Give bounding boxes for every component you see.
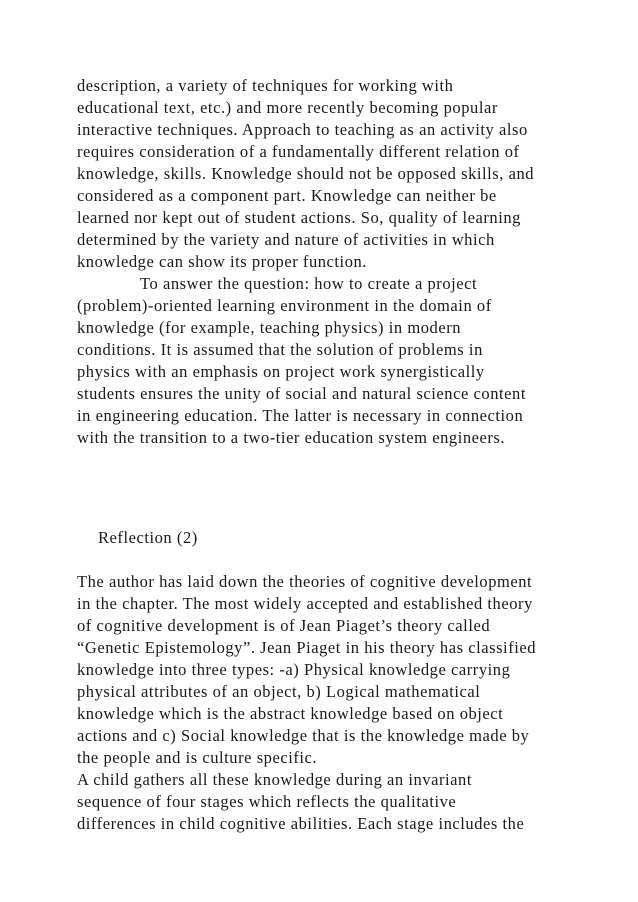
text-line: interactive techniques. Approach to teaching as an activity also: [77, 120, 528, 139]
text-line: of cognitive development is of Jean Piaget’s theory called: [77, 616, 491, 635]
section-heading: Reflection (2): [98, 528, 198, 547]
text-line: physics with an emphasis on project work synergistically: [77, 362, 485, 381]
text-line: sequence of four stages which reflects the qualitative: [77, 792, 457, 811]
text-line: requires consideration of a fundamentally different relation of: [77, 142, 520, 161]
text-line: learned nor kept out of student actions. So, quality of learning: [77, 208, 521, 227]
text-line: knowledge which is the abstract knowledge based on object: [77, 704, 504, 723]
text-line: in engineering education. The latter is necessary in connection: [77, 406, 524, 425]
text-line: with the transition to a two-tier education system engineers.: [77, 428, 506, 447]
text-line: (problem)-oriented learning environment in the domain of: [77, 296, 492, 315]
text-line-indented: To answer the question: how to create a project: [140, 274, 478, 293]
text-line: differences in child cognitive abilities. Each stage includes the: [77, 814, 525, 833]
text-line: actions and c) Social knowledge that is the knowledge made by: [77, 726, 530, 745]
text-line: knowledge into three types: -a) Physical knowledge carrying: [77, 660, 511, 679]
text-line: description, a variety of techniques for working with: [77, 76, 454, 95]
text-line: educational text, etc.) and more recently becoming popular: [77, 98, 498, 117]
text-line: students ensures the unity of social and natural science content: [77, 384, 526, 403]
text-line: physical attributes of an object, b) Logical mathematical: [77, 682, 481, 701]
text-line: in the chapter. The most widely accepted and established theory: [77, 594, 533, 613]
text-line: considered as a component part. Knowledge can neither be: [77, 186, 497, 205]
text-line: A child gathers all these knowledge during an invariant: [77, 770, 472, 789]
text-line: conditions. It is assumed that the solution of problems in: [77, 340, 483, 359]
text-line: knowledge can show its proper function.: [77, 252, 367, 271]
text-line: knowledge (for example, teaching physics) in modern: [77, 318, 462, 337]
text-line: the people and is culture specific.: [77, 748, 318, 767]
text-line: “Genetic Epistemology”. Jean Piaget in his theory has classified: [77, 638, 537, 657]
text-line: knowledge, skills. Knowledge should not be opposed skills, and: [77, 164, 535, 183]
text-line: The author has laid down the theories of cognitive development: [77, 572, 533, 591]
text-line: determined by the variety and nature of activities in which: [77, 230, 495, 249]
